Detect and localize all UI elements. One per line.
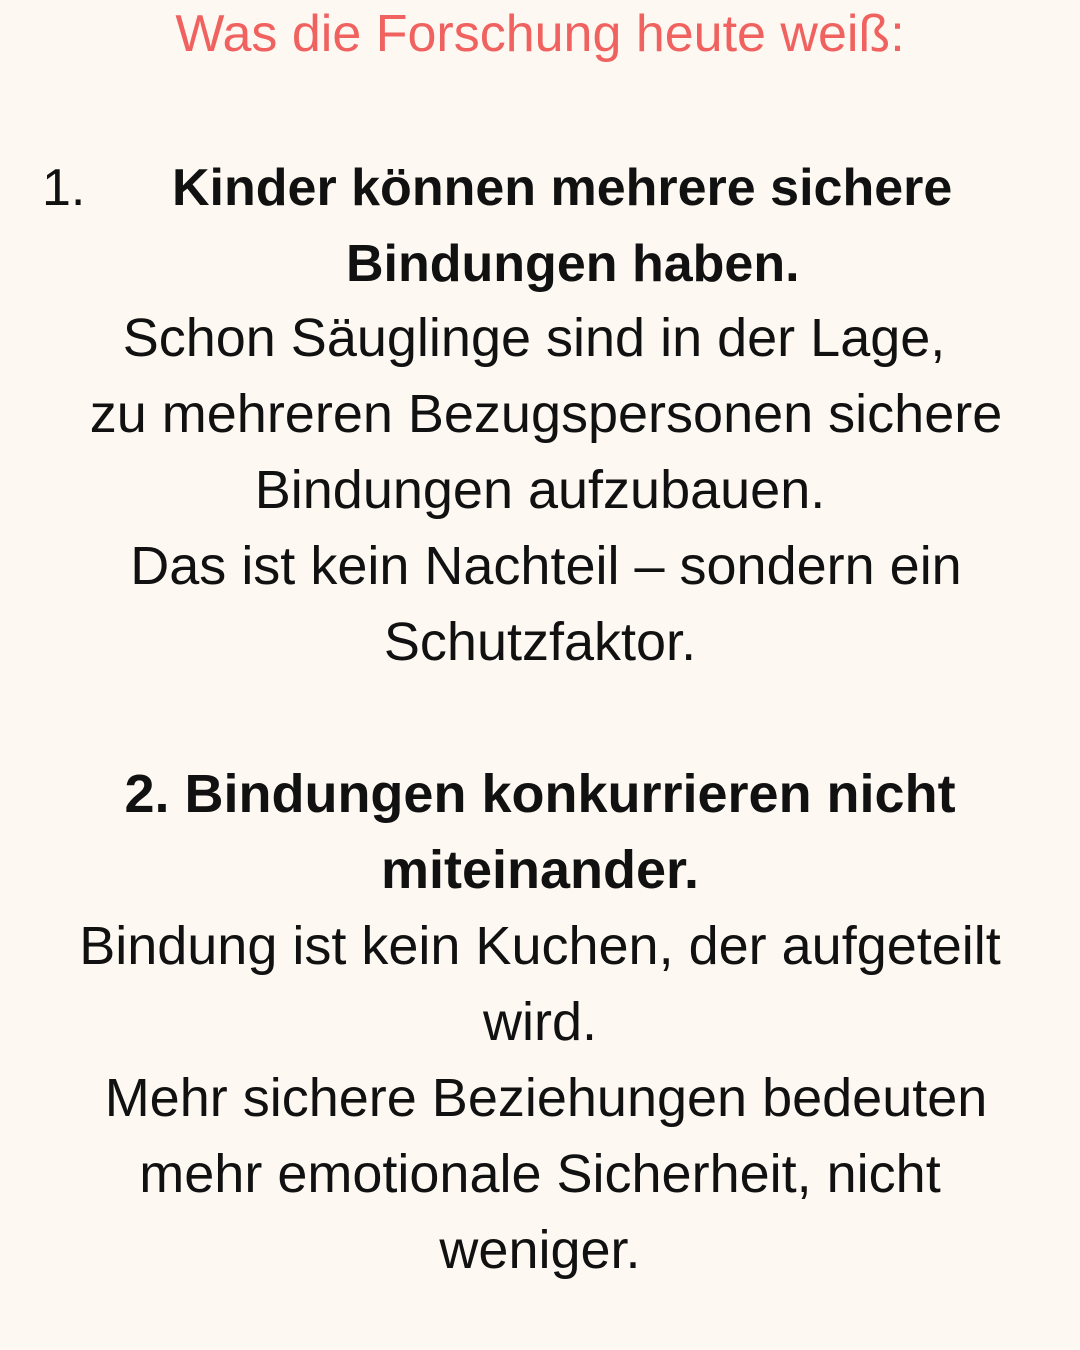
section-2-body-line: weniger. [439,1220,641,1280]
section-1-heading-line-2: Bindungen haben. [346,235,800,293]
section-2-body-line: Bindung ist kein Kuchen, der aufgeteilt [79,916,1001,976]
section-1-body-line: zu mehreren Bezugspersonen sichere [89,384,1003,444]
section-1-heading-line-1: Kinder können mehrere sichere [172,159,953,217]
section-1-number: 1. [42,159,86,217]
section-1-body-line: Schutzfaktor. [383,612,697,672]
section-1-body-line: Bindungen aufzubauen. [254,460,826,520]
section-2-heading-line-1: 2. Bindungen konkurrieren nicht [124,764,956,824]
section-2-heading-line-2: miteinander. [380,840,700,900]
section-2-body-line: mehr emotionale Sicherheit, nicht [139,1144,941,1204]
section-2-body-line: wird. [482,992,597,1052]
section-2-body-line: Mehr sichere Beziehungen bedeuten [104,1068,988,1128]
page-title: Was die Forschung heute weiß: [175,5,905,63]
section-1-body-line: Das ist kein Nachteil – sondern ein [130,536,962,596]
section-1-body-line: Schon Säuglinge sind in der Lage, [122,308,946,368]
